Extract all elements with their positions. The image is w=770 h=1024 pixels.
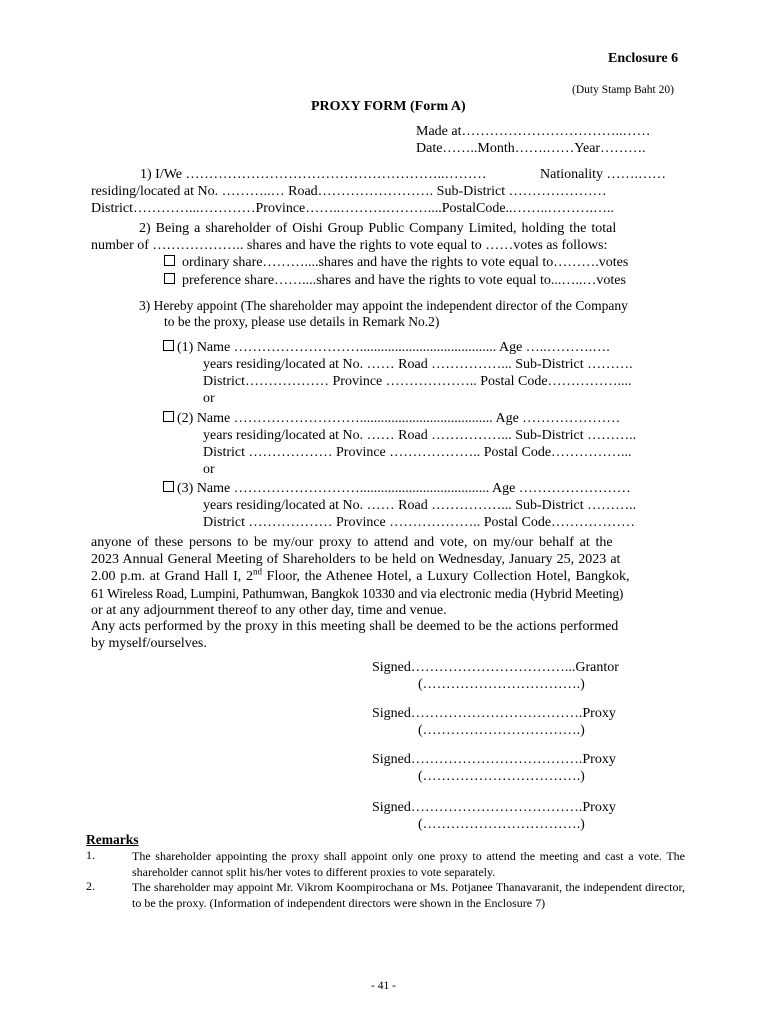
body-line-6: Any acts performed by the proxy in this meeting shall be deemed to be the actions performed <box>91 619 619 634</box>
proxy-3-district[interactable]: District ……………… Province ……………….. Postal Code……………… <box>203 515 636 530</box>
remark-2-text: The shareholder may appoint Mr. Vikrom Koompirochana or Ms. Potjanee Thanavaranit, the independent director, to be the proxy. (Information of independent directors were shown in the Enclosure 7) <box>132 880 685 910</box>
proxy-1-name: (1) Name ………………………....................................... Age …..……….…. <box>177 340 610 355</box>
proxy-2-signature[interactable]: Signed……………………………….Proxy <box>372 752 616 767</box>
checkbox-icon[interactable] <box>163 411 174 422</box>
proxy-1-name-row[interactable] <box>163 340 610 356</box>
body-line-1: anyone of these persons to be my/our proxy to attend and vote, on my/our behalf at the <box>91 535 613 550</box>
preference-share-option[interactable] <box>164 273 626 289</box>
remark-2-number: 2. <box>86 879 95 893</box>
proxy-1-signature[interactable]: Signed……………………………….Proxy <box>372 706 616 721</box>
proxy-3-signature[interactable]: Signed……………………………….Proxy <box>372 800 616 815</box>
proxy-2-name-row[interactable] <box>163 411 620 427</box>
proxy-3-address[interactable]: years residing/located at No. …… Road ……………... Sub-District ……….. <box>203 498 637 513</box>
proxy-2-name: (2) Name ………………………...................................... Age ………………… <box>177 411 621 426</box>
grantor-name[interactable]: (…………………………….) <box>418 677 585 692</box>
shareholder-statement: 2) Being a shareholder of Oishi Group Public Company Limited, holding the total <box>139 221 617 236</box>
proxy-1-or: or <box>203 391 215 406</box>
proxy-1-district[interactable]: District……………… Province ……………….. Postal Code…………….... <box>203 374 632 389</box>
made-at-field[interactable]: Made at……………………………..…… <box>416 124 651 139</box>
remark-1-number: 1. <box>86 848 95 862</box>
nationality-field[interactable]: Nationality …….…… <box>540 167 666 182</box>
body-line-3 <box>91 566 630 585</box>
form-title: PROXY FORM (Form A) <box>311 99 466 114</box>
body-line-3b: Floor, the Athenee Hotel, a Luxury Collection Hotel, Bangkok, <box>261 569 630 584</box>
checkbox-icon[interactable] <box>163 481 174 492</box>
proxy-1-address[interactable]: years residing/located at No. …… Road ……………... Sub-District ………. <box>203 357 633 372</box>
grantor-signature[interactable]: Signed……………………………...Grantor <box>372 660 619 675</box>
address-line[interactable]: residing/located at No. ………..… Road……………………. Sub-District ………………… <box>91 184 607 199</box>
proxy-3-signature-name[interactable]: (…………………………….) <box>418 817 585 832</box>
page-number: - 41 - <box>371 980 396 992</box>
checkbox-icon[interactable] <box>164 273 175 284</box>
remark-1-text: The shareholder appointing the proxy shall appoint only one proxy to attend the meeting and cast a vote. The shareholder cannot split his/her votes to different proxies to vote separately. <box>132 849 685 879</box>
proxy-2-signature-name[interactable]: (…………………………….) <box>418 769 585 784</box>
checkbox-icon[interactable] <box>163 340 174 351</box>
proxy-2-or: or <box>203 462 215 477</box>
appoint-heading <box>139 298 628 315</box>
ordinal-suffix: nd <box>252 566 262 577</box>
proxy-2-district[interactable]: District ……………… Province ……………….. Postal Code……………... <box>203 445 632 460</box>
proxy-3-name-row[interactable] <box>163 481 631 497</box>
body-line-2: 2023 Annual General Meeting of Shareholders to be held on Wednesday, January 25, 2023 at <box>91 552 621 567</box>
duty-stamp-note: (Duty Stamp Baht 20) <box>572 84 674 96</box>
proxy-1-signature-name[interactable]: (…………………………….) <box>418 723 585 738</box>
shares-count-line[interactable]: number of ……………….. shares and have the rights to vote equal to ……votes as follows: <box>91 238 608 253</box>
proxy-2-address[interactable]: years residing/located at No. …… Road ……………... Sub-District ……….. <box>203 428 637 443</box>
proxy-3-name: (3) Name ………………………..................................... Age …………………… <box>177 481 631 496</box>
enclosure-label: Enclosure 6 <box>608 51 679 66</box>
body-line-7: by myself/ourselves. <box>91 636 207 651</box>
ordinary-share-option[interactable] <box>164 255 628 271</box>
remarks-heading: Remarks <box>86 832 139 847</box>
body-line-4: 61 Wireless Road, Lumpini, Pathumwan, Bangkok 10330 and via electronic media (Hybrid Meeting) <box>91 586 624 601</box>
checkbox-icon[interactable] <box>164 255 175 266</box>
name-field[interactable]: 1) I/We ………………………………………………..……… <box>140 167 487 182</box>
ordinary-share-label: ordinary share………....shares and have the rights to vote equal to……….votes <box>182 255 629 270</box>
appoint-note: to be the proxy, please use details in Remark No.2) <box>164 314 440 329</box>
district-province-line[interactable]: District…………...…………Province……..……….………....PostalCode..……..……….….. <box>91 201 615 216</box>
body-line-3a: 2.00 p.m. at Grand Hall I, 2 <box>91 569 253 584</box>
preference-share-label: preference share……....shares and have the rights to vote equal to...…..…votes <box>182 273 626 288</box>
date-field[interactable]: Date……..Month…….……Year………. <box>416 141 646 156</box>
appoint-text: 3) Hereby appoint (The shareholder may appoint the independent director of the Company <box>139 298 628 313</box>
body-line-5: or at any adjournment thereof to any other day, time and venue. <box>91 603 447 618</box>
